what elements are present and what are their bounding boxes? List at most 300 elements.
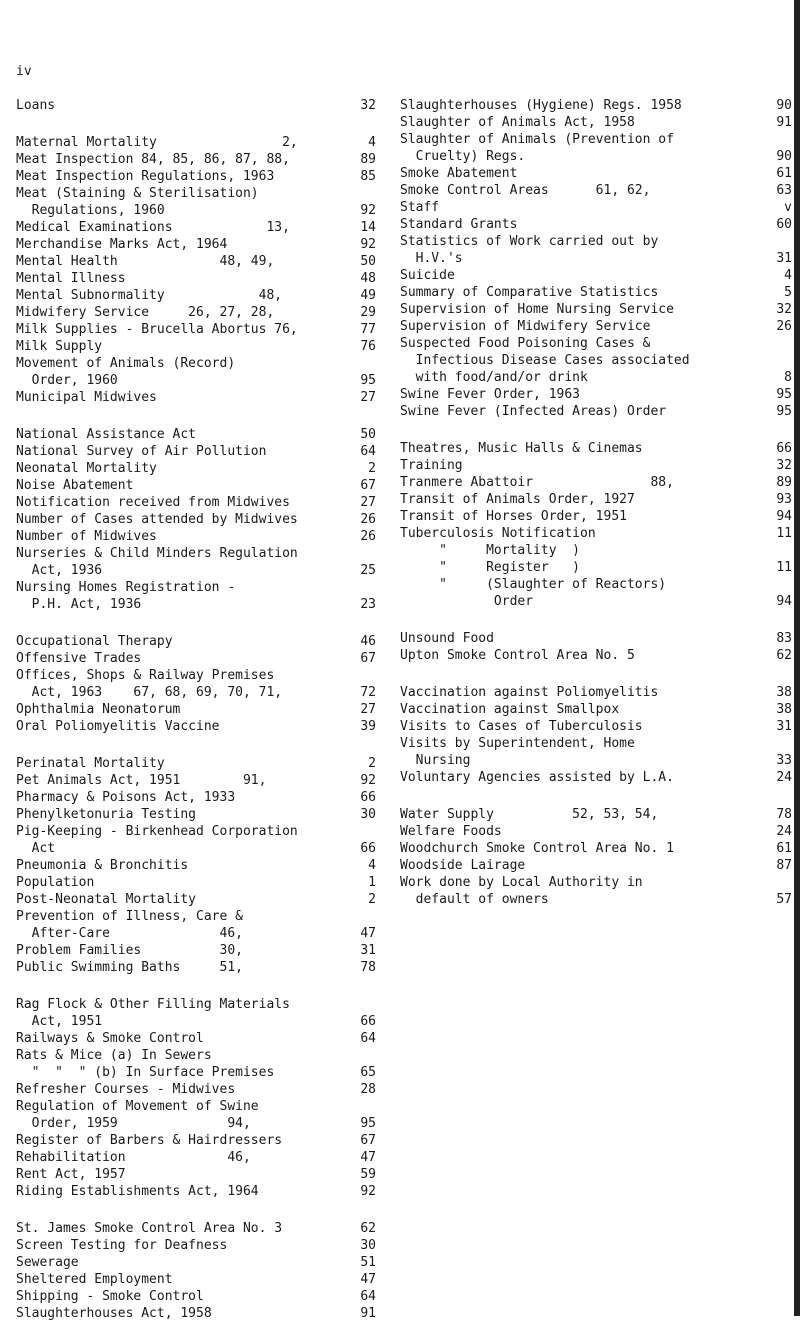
entry-text: Unsound Food: [400, 631, 494, 646]
entry-page: 89: [776, 475, 792, 490]
entry-page: 32: [776, 302, 792, 317]
entry-text: P.H. Act, 1936: [16, 597, 142, 612]
index-entry: [16, 1254, 376, 1271]
entry-text: Summary of Comparative Statistics: [400, 285, 659, 300]
entry-page: 87: [776, 858, 792, 873]
entry-page: 32: [360, 98, 376, 113]
entry-page: 23: [360, 597, 376, 612]
index-entry: [16, 1183, 376, 1200]
index-entry: [400, 131, 792, 148]
entry-page: 50: [360, 427, 376, 442]
entry-page: 60: [776, 217, 792, 232]
entry-page: 48: [360, 271, 376, 286]
index-entry: [16, 874, 376, 891]
entry-text: Post-Neonatal Mortality: [16, 892, 197, 907]
index-entry: [16, 908, 376, 925]
entry-text: Visits by Superintendent, Home: [400, 736, 635, 751]
index-entry: [400, 735, 792, 752]
entry-text: Register of Barbers & Hairdressers: [16, 1133, 283, 1148]
entry-page: 27: [360, 495, 376, 510]
entry-page: 31: [776, 719, 792, 734]
entry-page: 85: [360, 169, 376, 184]
entry-text: Slaughter of Animals (Prevention of: [400, 132, 674, 147]
entry-text: Loans: [16, 98, 56, 113]
entry-text: " Mortality ): [400, 543, 581, 558]
entry-text: National Assistance Act: [16, 427, 197, 442]
entry-text: Vaccination against Smallpox: [400, 702, 620, 717]
entry-text: " Register ): [400, 560, 581, 575]
index-entry: [16, 996, 376, 1013]
entry-page: 72: [360, 685, 376, 700]
entry-page: 33: [776, 753, 792, 768]
index-entry: [400, 891, 792, 908]
index-entry: [16, 840, 376, 857]
entry-page: 90: [776, 149, 792, 164]
entry-text: Order, 1959 94,: [16, 1116, 251, 1131]
page-number: iv: [16, 64, 32, 79]
entry-text: Order, 1960: [16, 373, 118, 388]
entry-page: 29: [360, 305, 376, 320]
entry-page: 92: [360, 773, 376, 788]
index-section: [400, 806, 792, 908]
index-entry: [16, 1098, 376, 1115]
entry-page: [786, 542, 792, 559]
index-entry: [16, 185, 376, 202]
entry-page: 91: [360, 1306, 376, 1321]
index-section: [400, 440, 792, 610]
index-entry: [16, 772, 376, 789]
entry-page: [786, 352, 792, 369]
index-entry: [400, 369, 792, 386]
entry-text: Tranmere Abattoir 88,: [400, 475, 674, 490]
index-entry: [400, 593, 792, 610]
index-entry: [400, 525, 792, 542]
index-entry: [16, 1013, 376, 1030]
index-entry: [400, 440, 792, 457]
index-entry: [16, 134, 376, 151]
entry-text: Prevention of Illness, Care &: [16, 909, 243, 924]
entry-page: 30: [360, 807, 376, 822]
entry-page: 89: [360, 152, 376, 167]
entry-page: 59: [360, 1167, 376, 1182]
entry-text: Act, 1963 67, 68, 69, 70, 71,: [16, 685, 283, 700]
entry-text: Meat (Staining & Sterilisation): [16, 186, 259, 201]
entry-text: Cruelty) Regs.: [400, 149, 526, 164]
entry-page: 66: [360, 1014, 376, 1029]
index-entry: [16, 545, 376, 562]
entry-text: Visits to Cases of Tuberculosis: [400, 719, 643, 734]
entry-text: Oral Poliomyelitis Vaccine: [16, 719, 220, 734]
entry-text: Slaughterhouses (Hygiene) Regs. 1958: [400, 98, 682, 113]
index-entry: [16, 1047, 376, 1064]
index-entry: [400, 199, 792, 216]
entry-text: Refresher Courses - Midwives: [16, 1082, 236, 1097]
index-entry: [16, 1288, 376, 1305]
index-section: [400, 684, 792, 786]
entry-page: [370, 996, 376, 1013]
index-entry: [400, 840, 792, 857]
entry-page: [786, 735, 792, 752]
entry-page: 8: [784, 370, 792, 385]
entry-page: 1: [368, 875, 376, 890]
entry-text: Tuberculosis Notification: [400, 526, 596, 541]
index-entry: [16, 202, 376, 219]
entry-page: 76: [360, 339, 376, 354]
entry-page: [786, 131, 792, 148]
index-entry: [16, 528, 376, 545]
entry-text: Act, 1951: [16, 1014, 103, 1029]
entry-page: 67: [360, 1133, 376, 1148]
index-entry: [400, 165, 792, 182]
entry-text: Order: [400, 594, 534, 609]
index-entry: [16, 494, 376, 511]
index-entry: [16, 1115, 376, 1132]
index-entry: [400, 114, 792, 131]
entry-text: St. James Smoke Control Area No. 3: [16, 1221, 283, 1236]
entry-page: 67: [360, 651, 376, 666]
entry-text: Suspected Food Poisoning Cases &: [400, 336, 651, 351]
index-entry: [16, 253, 376, 270]
index-entry: [400, 769, 792, 786]
entry-page: [370, 1047, 376, 1064]
entry-page: 27: [360, 702, 376, 717]
entry-text: Nurseries & Child Minders Regulation: [16, 546, 298, 561]
entry-text: Work done by Local Authority in: [400, 875, 643, 890]
index-entry: [16, 511, 376, 528]
entry-text: Railways & Smoke Control: [16, 1031, 204, 1046]
entry-page: [370, 545, 376, 562]
index-entry: [400, 823, 792, 840]
index-entry: [16, 151, 376, 168]
index-entry: [16, 477, 376, 494]
entry-page: [786, 335, 792, 352]
entry-page: 94: [776, 594, 792, 609]
entry-page: 4: [784, 268, 792, 283]
entry-text: Regulations, 1960: [16, 203, 165, 218]
entry-text: " (Slaughter of Reactors): [400, 577, 667, 592]
entry-text: Mental Subnormality 48,: [16, 288, 283, 303]
index-entry: [400, 250, 792, 267]
entry-text: Smoke Abatement: [400, 166, 518, 181]
index-entry: [400, 874, 792, 891]
entry-text: Pneumonia & Bronchitis: [16, 858, 189, 873]
index-entry: [16, 168, 376, 185]
entry-page: 57: [776, 892, 792, 907]
entry-page: 32: [776, 458, 792, 473]
entry-text: Medical Examinations 13,: [16, 220, 290, 235]
entry-text: Public Swimming Baths 51,: [16, 960, 243, 975]
entry-text: Screen Testing for Deafness: [16, 1238, 228, 1253]
entry-page: 90: [776, 98, 792, 113]
index-entry: [400, 97, 792, 114]
entry-text: Movement of Animals (Record): [16, 356, 236, 371]
entry-text: " " " (b) In Surface Premises: [16, 1065, 275, 1080]
index-entry: [400, 806, 792, 823]
entry-page: 65: [360, 1065, 376, 1080]
entry-page: 94: [776, 509, 792, 524]
entry-page: 92: [360, 1184, 376, 1199]
entry-page: 2: [368, 756, 376, 771]
index-entry: [16, 1166, 376, 1183]
entry-page: 47: [360, 1150, 376, 1165]
index-left-column: [16, 97, 376, 1342]
entry-page: [370, 579, 376, 596]
index-entry: [16, 718, 376, 735]
entry-text: Rag Flock & Other Filling Materials: [16, 997, 290, 1012]
entry-page: [370, 667, 376, 684]
entry-page: 27: [360, 390, 376, 405]
entry-text: Problem Families 30,: [16, 943, 243, 958]
index-entry: [16, 426, 376, 443]
entry-text: Welfare Foods: [400, 824, 502, 839]
entry-page: 78: [360, 960, 376, 975]
entry-text: Offices, Shops & Railway Premises: [16, 668, 275, 683]
entry-text: Upton Smoke Control Area No. 5: [400, 648, 635, 663]
entry-text: Midwifery Service 26, 27, 28,: [16, 305, 275, 320]
entry-page: 25: [360, 563, 376, 578]
index-right-column: [400, 97, 792, 928]
index-section: [16, 426, 376, 613]
index-entry: [16, 942, 376, 959]
entry-text: Training: [400, 458, 463, 473]
entry-text: National Survey of Air Pollution: [16, 444, 267, 459]
entry-page: 51: [360, 1255, 376, 1270]
index-section: [16, 633, 376, 735]
index-entry: [16, 1271, 376, 1288]
index-section: [16, 134, 376, 406]
entry-page: 14: [360, 220, 376, 235]
entry-page: 28: [360, 1082, 376, 1097]
index-section: [16, 755, 376, 976]
entry-text: Merchandise Marks Act, 1964: [16, 237, 228, 252]
index-entry: [16, 562, 376, 579]
entry-page: 77: [360, 322, 376, 337]
entry-page: 11: [776, 560, 792, 575]
entry-text: Riding Establishments Act, 1964: [16, 1184, 259, 1199]
index-entry: [16, 372, 376, 389]
entry-page: [370, 1098, 376, 1115]
index-entry: [400, 474, 792, 491]
scan-edge-shadow: [794, 0, 800, 1316]
entry-text: Theatres, Music Halls & Cinemas: [400, 441, 643, 456]
index-entry: [400, 284, 792, 301]
entry-text: Regulation of Movement of Swine: [16, 1099, 259, 1114]
index-entry: [16, 806, 376, 823]
entry-text: Standard Grants: [400, 217, 518, 232]
index-entry: [400, 559, 792, 576]
entry-page: 49: [360, 288, 376, 303]
entry-page: 66: [360, 790, 376, 805]
entry-text: Occupational Therapy: [16, 634, 173, 649]
index-entry: [400, 318, 792, 335]
entry-text: Shipping - Smoke Control: [16, 1289, 204, 1304]
entry-text: Voluntary Agencies assisted by L.A.: [400, 770, 674, 785]
entry-page: 2: [368, 892, 376, 907]
index-entry: [400, 718, 792, 735]
entry-page: [370, 823, 376, 840]
entry-text: Transit of Animals Order, 1927: [400, 492, 635, 507]
index-entry: [400, 301, 792, 318]
entry-page: 30: [360, 1238, 376, 1253]
entry-text: Infectious Disease Cases associated: [400, 353, 690, 368]
entry-page: 38: [776, 685, 792, 700]
index-entry: [400, 701, 792, 718]
entry-text: Supervision of Home Nursing Service: [400, 302, 674, 317]
entry-text: Number of Cases attended by Midwives: [16, 512, 298, 527]
index-entry: [16, 219, 376, 236]
index-entry: [16, 857, 376, 874]
index-entry: [16, 443, 376, 460]
index-entry: [16, 236, 376, 253]
entry-text: Milk Supply: [16, 339, 103, 354]
index-entry: [400, 630, 792, 647]
entry-text: Rats & Mice (a) In Sewers: [16, 1048, 212, 1063]
entry-text: Perinatal Mortality: [16, 756, 165, 771]
index-entry: [400, 182, 792, 199]
entry-page: [370, 908, 376, 925]
index-entry: [16, 1220, 376, 1237]
index-entry: [400, 267, 792, 284]
index-entry: [400, 857, 792, 874]
entry-text: Offensive Trades: [16, 651, 142, 666]
index-entry: [400, 752, 792, 769]
index-entry: [400, 352, 792, 369]
entry-page: 63: [776, 183, 792, 198]
entry-text: Mental Health 48, 49,: [16, 254, 275, 269]
index-entry: [16, 1030, 376, 1047]
index-entry: [16, 959, 376, 976]
index-entry: [400, 491, 792, 508]
index-entry: [16, 460, 376, 477]
entry-page: 62: [360, 1221, 376, 1236]
entry-text: Slaughter of Animals Act, 1958: [400, 115, 635, 130]
entry-page: 24: [776, 824, 792, 839]
entry-page: 26: [776, 319, 792, 334]
entry-text: Woodchurch Smoke Control Area No. 1: [400, 841, 674, 856]
index-entry: [16, 355, 376, 372]
entry-text: Slaughterhouses Act, 1958: [16, 1306, 212, 1321]
index-entry: [16, 684, 376, 701]
index-entry: [400, 233, 792, 250]
index-entry: [16, 579, 376, 596]
entry-page: 46: [360, 634, 376, 649]
index-entry: [400, 576, 792, 593]
entry-page: 95: [360, 1116, 376, 1131]
index-entry: [400, 457, 792, 474]
entry-page: 47: [360, 926, 376, 941]
index-entry: [400, 647, 792, 664]
entry-text: Act: [16, 841, 56, 856]
index-entry: [16, 287, 376, 304]
entry-page: 61: [776, 166, 792, 181]
index-section: [400, 97, 792, 420]
entry-text: Pet Animals Act, 1951 91,: [16, 773, 267, 788]
entry-page: 50: [360, 254, 376, 269]
entry-page: 39: [360, 719, 376, 734]
entry-page: 64: [360, 1289, 376, 1304]
index-entry: [16, 823, 376, 840]
entry-text: Supervision of Midwifery Service: [400, 319, 651, 334]
index-entry: [16, 925, 376, 942]
entry-text: Woodside Lairage: [400, 858, 526, 873]
entry-text: Number of Midwives: [16, 529, 157, 544]
entry-page: 47: [360, 1272, 376, 1287]
entry-text: Mental Illness: [16, 271, 126, 286]
entry-text: Population: [16, 875, 95, 890]
index-entry: [16, 321, 376, 338]
index-entry: [16, 270, 376, 287]
index-section: [400, 630, 792, 664]
entry-text: Suicide: [400, 268, 455, 283]
index-entry: [400, 148, 792, 165]
entry-text: Vaccination against Poliomyelitis: [400, 685, 659, 700]
entry-page: 26: [360, 512, 376, 527]
index-entry: [16, 1149, 376, 1166]
index-entry: [16, 789, 376, 806]
index-section: [16, 1220, 376, 1322]
entry-page: 83: [776, 631, 792, 646]
entry-text: Nursing: [400, 753, 471, 768]
entry-page: v: [784, 200, 792, 215]
index-entry: [16, 650, 376, 667]
entry-text: Maternal Mortality 2,: [16, 135, 298, 150]
entry-page: [370, 185, 376, 202]
entry-text: Noise Abatement: [16, 478, 134, 493]
index-entry: [400, 335, 792, 352]
entry-page: 31: [776, 251, 792, 266]
entry-text: Swine Fever (Infected Areas) Order: [400, 404, 667, 419]
index-entry: [16, 97, 376, 114]
index-entry: [400, 386, 792, 403]
entry-text: Phenylketonuria Testing: [16, 807, 197, 822]
entry-text: Meat Inspection Regulations, 1963: [16, 169, 275, 184]
index-entry: [16, 1237, 376, 1254]
entry-page: 61: [776, 841, 792, 856]
entry-text: Notification received from Midwives: [16, 495, 290, 510]
entry-page: 62: [776, 648, 792, 663]
entry-page: 11: [776, 526, 792, 541]
entry-page: [370, 355, 376, 372]
entry-page: 95: [360, 373, 376, 388]
index-entry: [400, 216, 792, 233]
entry-page: 64: [360, 1031, 376, 1046]
entry-page: [786, 576, 792, 593]
entry-text: Sewerage: [16, 1255, 79, 1270]
entry-text: Staff: [400, 200, 440, 215]
entry-page: 38: [776, 702, 792, 717]
entry-page: 31: [360, 943, 376, 958]
index-entry: [16, 755, 376, 772]
entry-page: 67: [360, 478, 376, 493]
entry-page: 4: [368, 135, 376, 150]
index-entry: [16, 1064, 376, 1081]
index-entry: [400, 684, 792, 701]
index-entry: [16, 1132, 376, 1149]
entry-text: Water Supply 52, 53, 54,: [400, 807, 659, 822]
index-entry: [16, 596, 376, 613]
entry-page: 26: [360, 529, 376, 544]
entry-page: 5: [784, 285, 792, 300]
index-entry: [16, 633, 376, 650]
entry-text: After-Care 46,: [16, 926, 243, 941]
entry-text: Nursing Homes Registration -: [16, 580, 236, 595]
entry-text: Statistics of Work carried out by: [400, 234, 659, 249]
entry-text: Rehabilitation 46,: [16, 1150, 251, 1165]
entry-page: 24: [776, 770, 792, 785]
entry-text: Swine Fever Order, 1963: [400, 387, 581, 402]
entry-page: 92: [360, 237, 376, 252]
entry-text: Meat Inspection 84, 85, 86, 87, 88,: [16, 152, 290, 167]
